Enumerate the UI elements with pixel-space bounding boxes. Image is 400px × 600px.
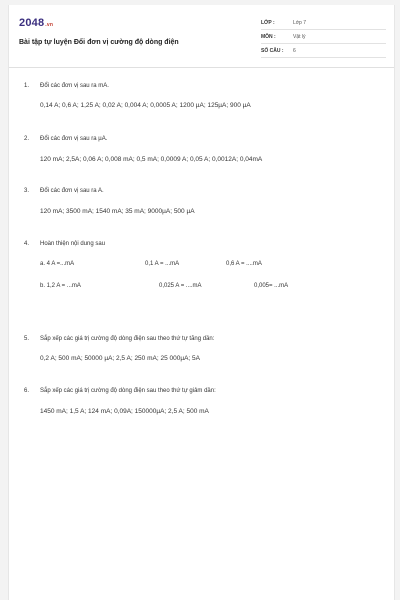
meta-mon-value: Vật lý bbox=[293, 34, 306, 40]
fill-blank-b1: b. 1,2 A = ...mA bbox=[40, 283, 81, 289]
meta-lop-label: LỚP : bbox=[261, 20, 275, 26]
question-text: Sắp xếp các giá trị cường độ dòng điện sau theo thứ tự giảm dần: bbox=[40, 388, 216, 394]
question-2-data: 120 mA; 2,5A; 0,06 A; 0,008 mA; 0,5 mA; 0,0009 A; 0,05 A; 0,0012A; 0,04mA bbox=[40, 156, 263, 163]
question-3-data: 120 mA; 3500 mA; 1540 mA; 35 mA; 9000µA; 500 µA bbox=[40, 208, 195, 215]
question-text: Đổi các đơn vị sau ra mA. bbox=[40, 83, 109, 89]
meta-mon-label: MÔN : bbox=[261, 34, 276, 40]
brand-logo[interactable] bbox=[19, 17, 53, 29]
header-divider bbox=[9, 67, 394, 68]
question-text: Đổi các đơn vị sau ra µA. bbox=[40, 136, 108, 142]
question-text: Sắp xếp các giá trị cường độ dòng điện sau theo thứ tự tăng dần: bbox=[40, 336, 215, 342]
meta-socau-value: 6 bbox=[293, 48, 296, 54]
question-5-data: 0,2 A; 500 mA; 50000 µA; 2,5 A; 250 mA; 25 000µA; 5A bbox=[40, 355, 200, 362]
fill-blank-a2: 0,1 A = ...mA bbox=[145, 261, 180, 267]
page-title: Bài tập tự luyện Đổi đơn vị cường độ dòng điện bbox=[19, 39, 179, 46]
question-number: 5. bbox=[24, 336, 30, 342]
fill-blank-b2: 0,025 A = ....mA bbox=[159, 283, 202, 289]
meta-lop bbox=[261, 17, 386, 30]
question-text: Hoàn thiện nội dung sau bbox=[40, 241, 106, 247]
meta-lop-value: Lớp 7 bbox=[293, 20, 307, 26]
meta-mon bbox=[261, 31, 386, 44]
fill-blank-b3: 0,005= ...mA bbox=[254, 283, 289, 289]
meta-socau bbox=[261, 45, 386, 58]
question-number: 4. bbox=[24, 241, 30, 247]
question-1-data: 0,14 A; 0,6 A; 1,25 A; 0,02 A; 0,004 A; 0,0005 A; 1200 µA; 125µA; 900 µA bbox=[40, 102, 251, 109]
fill-blank-a3: 0,6 A = ....mA bbox=[226, 261, 262, 267]
question-6-data: 1450 mA; 1,5 A; 124 mA; 0,09A; 150000µA; 2,5 A; 500 mA bbox=[40, 408, 209, 415]
fill-blank-a1: a. 4 A =...mA bbox=[40, 261, 75, 267]
question-number: 3. bbox=[24, 188, 30, 194]
question-number: 1. bbox=[24, 83, 30, 89]
worksheet-page bbox=[8, 5, 395, 600]
meta-socau-label: SỐ CÂU : bbox=[261, 48, 284, 54]
brand-name: 2048 bbox=[19, 17, 45, 29]
question-number: 2. bbox=[24, 136, 30, 142]
brand-suffix: .vn bbox=[45, 22, 54, 28]
question-text: Đổi các đơn vị sau ra A. bbox=[40, 188, 104, 194]
question-number: 6. bbox=[24, 388, 30, 394]
